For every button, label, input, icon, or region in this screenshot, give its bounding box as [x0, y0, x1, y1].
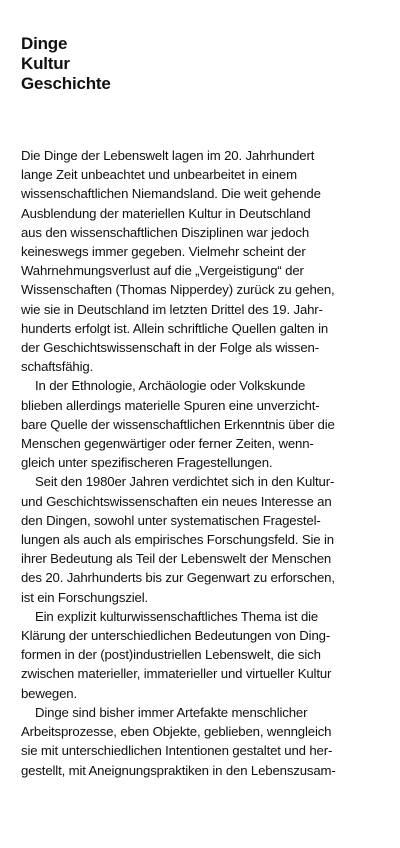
text-line: wie sie in Deutschland im letzten Drittel des 19. Jahr-	[21, 301, 323, 317]
title-line: Kultur	[21, 54, 70, 73]
paragraph-1	[21, 146, 383, 376]
paragraph-4	[21, 607, 383, 703]
title-line: Dinge	[21, 34, 68, 53]
text-line: blieben allerdings materielle Spuren eine unverzicht-	[21, 397, 320, 413]
text-line: und Geschichtswissenschaften ein neues Interesse an	[21, 493, 332, 509]
text-line: formen in der (post)industriellen Lebenswelt, die sich	[21, 647, 321, 663]
paragraph-2	[21, 376, 383, 472]
title-line: Geschichte	[21, 74, 111, 93]
text-line: wissenschaftlichen Niemandsland. Die weit gehende	[21, 186, 321, 202]
text-line: sie mit unterschiedlichen Intentionen gestaltet und her-	[21, 743, 333, 759]
text-line: schaftsfähig.	[21, 359, 94, 375]
text-line: zwischen materieller, immaterieller und virtueller Kultur	[21, 666, 332, 682]
body-text	[21, 146, 383, 780]
text-line: Die Dinge der Lebenswelt lagen im 20. Jahrhundert	[21, 148, 315, 163]
text-line: Ein explizit kulturwissenschaftliches Thema ist die	[35, 608, 319, 624]
text-line: Dinge sind bisher immer Artefakte menschlicher	[35, 704, 308, 720]
text-line: Klärung der unterschiedlichen Bedeutungen von Ding-	[21, 628, 331, 644]
text-line: hunderts erfolgt ist. Allein schriftliche Quellen galten in	[21, 320, 329, 336]
text-line: lungen als auch als empirisches Forschungsfeld. Sie in	[21, 532, 334, 548]
text-line: Arbeitsprozesse, eben Objekte, geblieben, wenngleich	[21, 724, 332, 740]
paragraph-3	[21, 472, 383, 606]
document-title	[21, 34, 111, 94]
text-line: gleich unter spezifischeren Fragestellungen.	[21, 455, 273, 471]
text-line: ihrer Bedeutung als Teil der Lebenswelt der Menschen	[21, 551, 332, 567]
text-line: Wahrnehmungsverlust auf die „Vergeistigung“ der	[21, 263, 304, 279]
text-line: Seit den 1980er Jahren verdichtet sich in den Kultur-	[35, 474, 335, 490]
text-line: aus den wissenschaftlichen Disziplinen war jedoch	[21, 224, 310, 240]
text-line: den Dingen, sowohl unter systematischen Fragestel-	[21, 512, 321, 528]
text-line: keineswegs immer gegeben. Vielmehr scheint der	[21, 244, 306, 260]
text-line: Wissenschaften (Thomas Nipperdey) zurück zu gehen,	[21, 282, 335, 298]
text-line: In der Ethnologie, Archäologie oder Volkskunde	[35, 378, 306, 394]
text-line: des 20. Jahrhunderts bis zur Gegenwart zu erforschen,	[21, 570, 335, 586]
text-line: der Geschichtswissenschaft in der Folge als wissen-	[21, 340, 319, 356]
text-line: gestellt, mit Aneignungspraktiken in den Lebenszusam-	[21, 762, 336, 778]
text-line: bewegen.	[21, 685, 77, 701]
text-line: ist ein Forschungsziel.	[21, 589, 149, 605]
text-line: bare Quelle der wissenschaftlichen Erkenntnis über die	[21, 416, 335, 432]
paragraph-5	[21, 703, 383, 780]
text-line: lange Zeit unbeachtet und unbearbeitet in einem	[21, 167, 297, 183]
text-line: Menschen gegenwärtiger oder ferner Zeiten, wenn-	[21, 436, 314, 452]
text-line: Ausblendung der materiellen Kultur in Deutschland	[21, 205, 311, 221]
